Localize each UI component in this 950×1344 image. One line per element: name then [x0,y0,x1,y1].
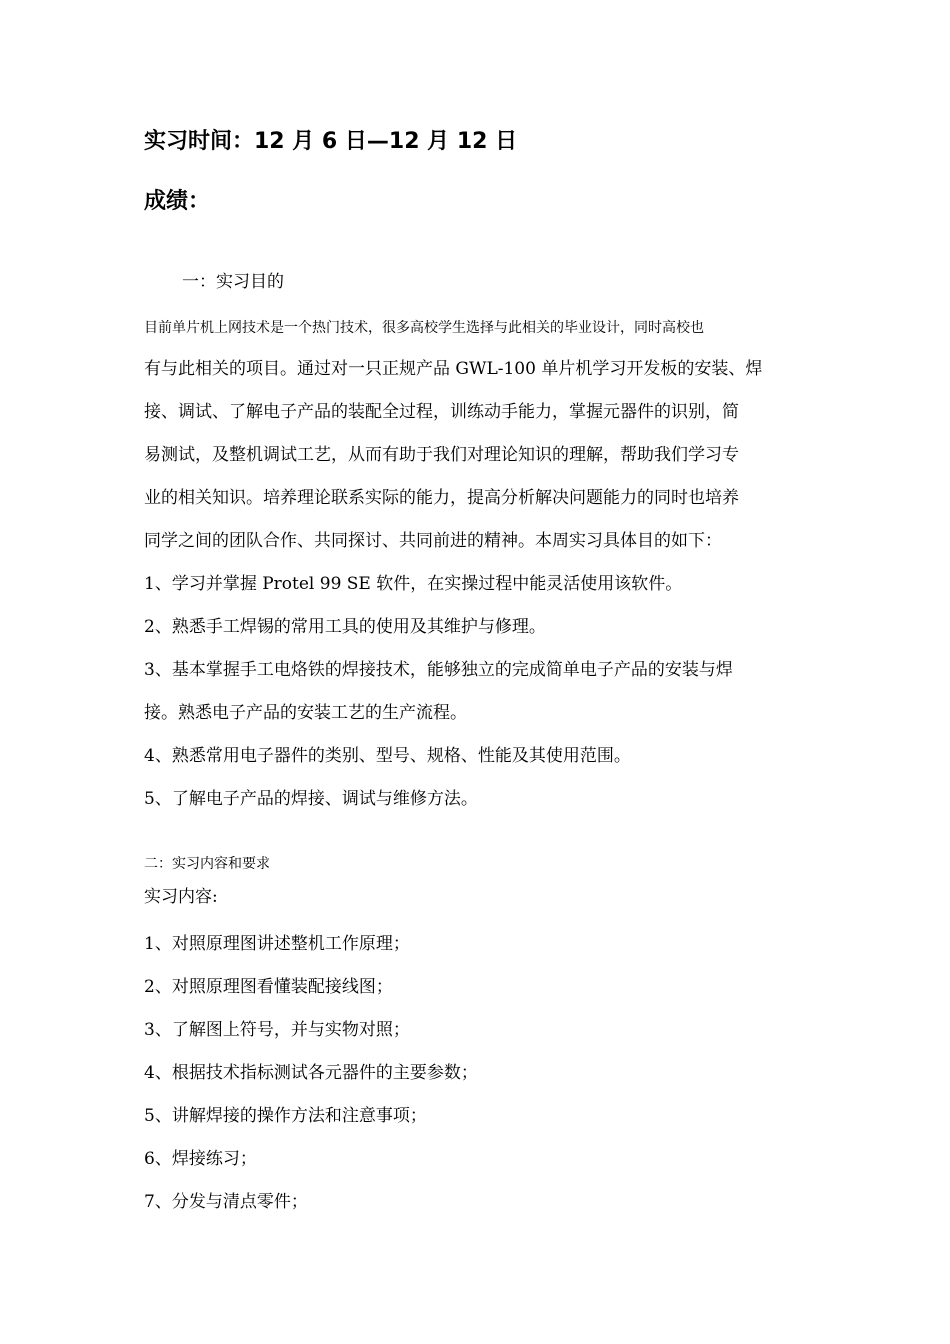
score-label: 成绩： [144,189,211,214]
internship-time: 实习时间：12 月 6 日—12 月 12 日 [144,129,518,154]
list-item: 6、焊接练习； [144,1149,257,1169]
paragraph-line: 易测试，及整机调试工艺，从而有助于我们对理论知识的理解，帮助我们学习专 [144,445,739,465]
list-item: 5、了解电子产品的焊接、调试与维修方法。 [144,789,478,809]
list-item: 2、对照原理图看懂装配接线图； [144,977,393,997]
list-item: 接。熟悉电子产品的安装工艺的生产流程。 [144,703,467,723]
list-item: 3、了解图上符号，并与实物对照； [144,1020,410,1040]
list-item: 5、讲解焊接的操作方法和注意事项； [144,1106,427,1126]
paragraph-line: 有与此相关的项目。通过对一只正规产品 GWL-100 单片机学习开发板的安装、焊 [144,359,763,379]
list-item: 1、对照原理图讲述整机工作原理； [144,934,410,954]
list-item: 2、熟悉手工焊锡的常用工具的使用及其维护与修理。 [144,617,546,637]
list-item: 3、基本掌握手工电烙铁的焊接技术，能够独立的完成简单电子产品的安装与焊 [144,660,733,680]
section2-title: 二：实习内容和要求 [144,856,270,872]
list-item: 4、根据技术指标测试各元器件的主要参数； [144,1063,478,1083]
paragraph-line: 同学之间的团队合作、共同探讨、共同前进的精神。本周实习具体目的如下： [144,531,722,551]
section2-subtitle: 实习内容: [144,887,218,907]
paragraph-line: 接、调试、了解电子产品的装配全过程，训练动手能力，掌握元器件的识别，简 [144,402,739,422]
list-item: 4、熟悉常用电子器件的类别、型号、规格、性能及其使用范围。 [144,746,631,766]
list-item: 7、分发与清点零件； [144,1192,308,1212]
paragraph-line: 业的相关知识。培养理论联系实际的能力，提高分析解决问题能力的同时也培养 [144,488,739,508]
section1-title: 一：实习目的 [182,272,284,292]
list-item: 1、学习并掌握 Protel 99 SE 软件，在实操过程中能灵活使用该软件。 [144,574,683,594]
section1-intro-line: 目前单片机上网技术是一个热门技术，很多高校学生选择与此相关的毕业设计，同时高校也 [144,320,704,336]
